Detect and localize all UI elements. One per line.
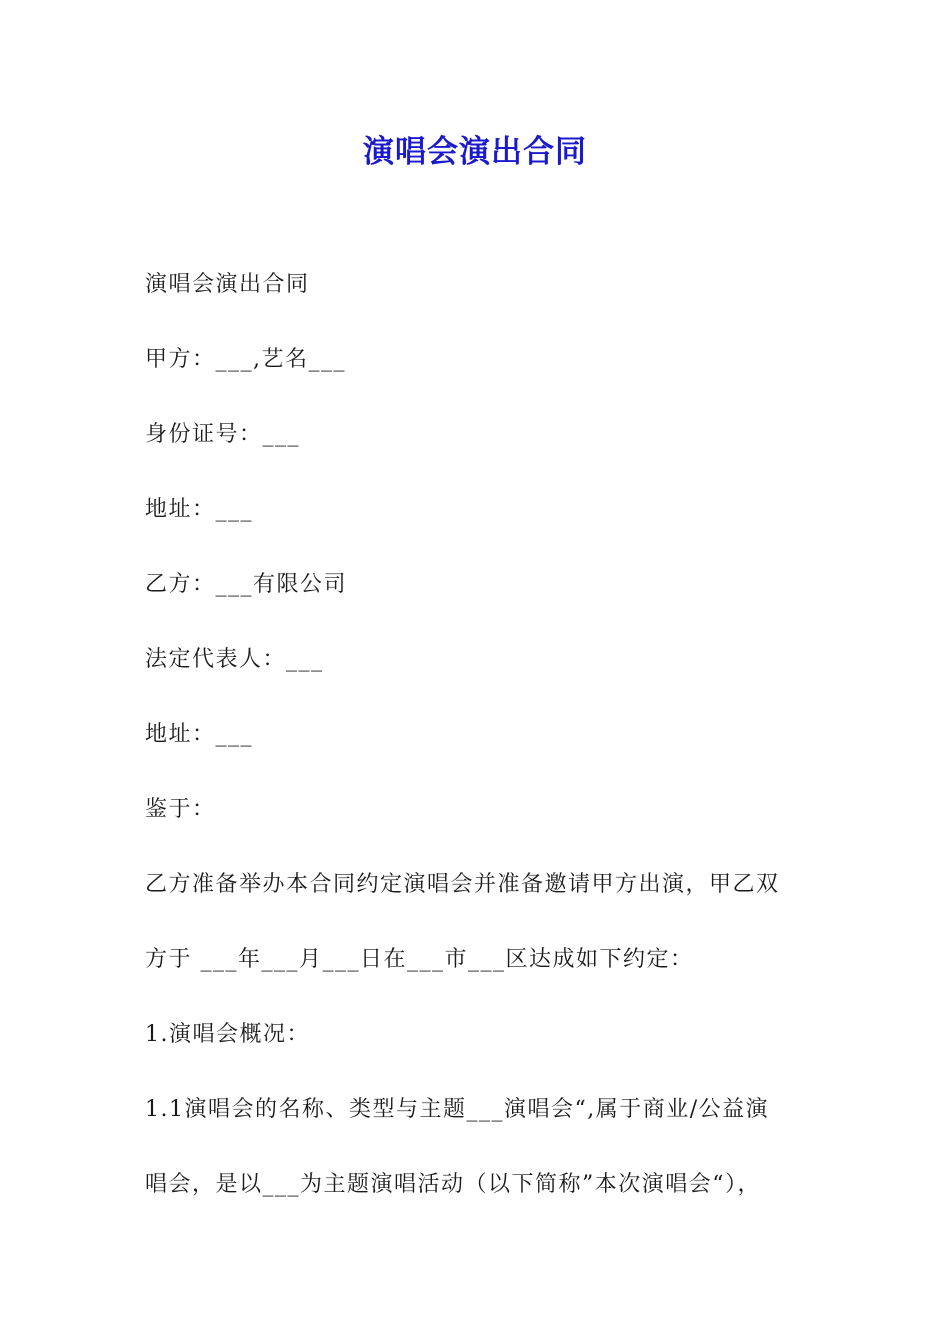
- paragraph-line: 唱会，是以___为主题演唱活动（以下简称”本次演唱会“），: [145, 1172, 761, 1197]
- paragraph-line: 乙方准备举办本合同约定演唱会并准备邀请甲方出演，甲乙双: [145, 872, 780, 897]
- paragraph-line: 1.1演唱会的名称、类型与主题___演唱会“,属于商业/公益演: [145, 1097, 770, 1122]
- section-heading: 1.演唱会概况：: [145, 1022, 310, 1047]
- paragraph-line: 方于 ___年___月___日在___市___区达成如下约定：: [145, 947, 694, 972]
- whereas-line: 鉴于：: [145, 797, 216, 822]
- party-b-address-line: 地址：___: [145, 722, 254, 747]
- document-title: 演唱会演出合同: [363, 134, 587, 170]
- subtitle-line: 演唱会演出合同: [145, 272, 310, 297]
- party-a-line: 甲方：___,艺名___: [145, 347, 346, 372]
- party-a-address-line: 地址：___: [145, 497, 254, 522]
- id-number-line: 身份证号：___: [145, 422, 301, 447]
- legal-representative-line: 法定代表人：___: [145, 647, 324, 672]
- party-b-line: 乙方：___有限公司: [145, 572, 348, 597]
